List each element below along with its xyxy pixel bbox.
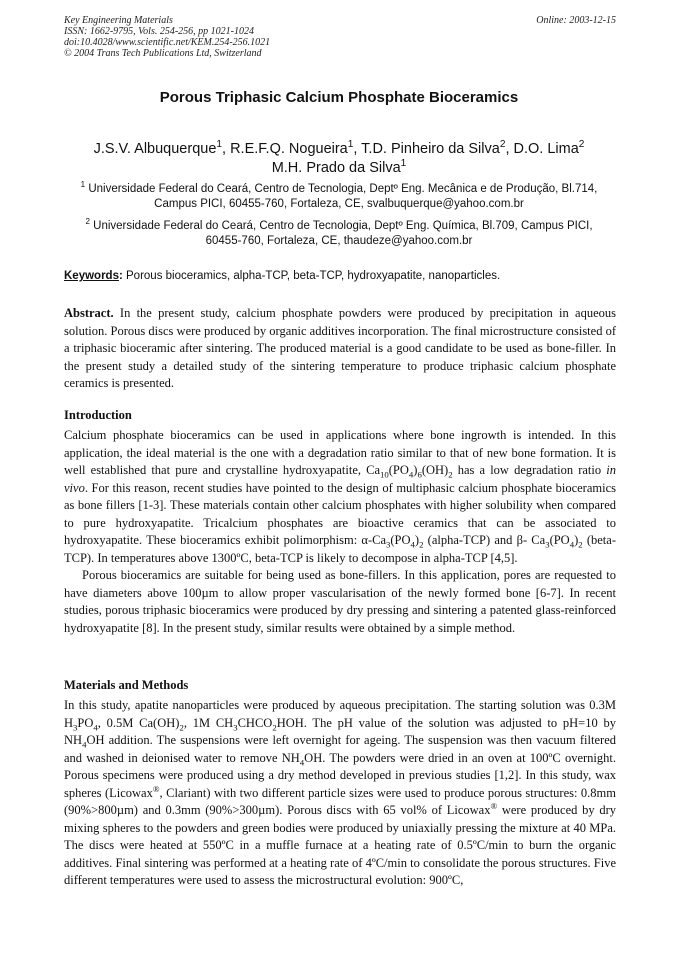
affiliation-text: Universidade Federal do Ceará, Centro de Tecnologia, Deptº Eng. Química, Bl.709, Campus PICI, 60455-760, Fortaleza, CE, thaudeze@yahoo.com.br [89, 220, 593, 247]
subscript: 10 [380, 469, 389, 480]
subscript: 3 [386, 539, 391, 550]
introduction-body [64, 427, 616, 637]
text-run: , Clariant) with two different particle sizes were used to produce porous structures: 0.8mm (90%>800µm) and 0.3mm (90%>300µm). Porous discs with 65 vol% of Licowax [64, 785, 617, 817]
text-run: PO [77, 715, 94, 730]
text-run: (PO [388, 463, 409, 477]
online-date: Online: 2003-12-15 [536, 15, 616, 26]
copyright-line: © 2004 Trans Tech Publications Ltd, Switzerland [64, 48, 262, 59]
journal-name: Key Engineering Materials [64, 15, 173, 26]
text-run: In this study, apatite nanoparticles were produced by aqueous precipitation. The starting solution was 0.3M H [64, 698, 616, 730]
subscript: 4 [569, 539, 575, 550]
text-run: Calcium phosphate bioceramics can be used in applications where bone ingrowth is intended. In this application, the ideal material is the one with a degradation ratio similar to that of new bone formation. It is well established that pure and crystalline hydroxyapatite, Ca [64, 428, 616, 477]
author-name: M.H. Prado da Silva [271, 160, 401, 176]
subscript: 3 [233, 722, 238, 732]
italic-text: in vivo [64, 463, 616, 495]
text-run: (OH) [421, 463, 449, 477]
subscript: 6 [417, 469, 422, 480]
issn-line: ISSN: 1662-9795, Vols. 254-256, pp 1021-1024 [64, 26, 254, 37]
introduction-paragraph-2: Porous bioceramics are suitable for being used as bone-fillers. In this application, pores are requested to have diameters above 100µm to allow proper vascularisation of the newly formed bone [6-7]. In recent studies, porous triphasic bioceramics were produced by dry pressing and sintering a patented glass-reinforced hydroxyapatite [8]. In the present study, similar results were obtained by a simple method. [64, 568, 616, 635]
author-affil-mark: 2 [578, 139, 585, 151]
doi-line: doi:10.4028/www.scientific.net/KEM.254-256.1021 [64, 37, 271, 48]
affiliation-number: 1 [80, 180, 86, 190]
text-run: ) [413, 463, 418, 477]
text-run: . For this reason, recent studies have pointed to the design of multiphasic calcium phosphate bioceramics as bone fillers [1-3]. These materials contain other calcium phosphates with higher solubility when compared to pure hydroxyapatite. Tricalcium phosphates are bioactive ceramics that can be associated to hydroxyapatite. These bioceramics exhibit polimorphism: α-Ca [64, 480, 616, 547]
registered-mark: ® [152, 783, 160, 794]
keywords [64, 270, 616, 282]
subscript: 2 [419, 539, 424, 550]
subscript: 4 [93, 722, 98, 732]
author-name: , T.D. Pinheiro da Silva [353, 141, 500, 157]
text-run: (PO [549, 533, 570, 547]
methods-heading: Materials and Methods [64, 678, 189, 692]
author-list [50, 140, 628, 178]
affiliation-number: 2 [85, 217, 90, 227]
affiliation-2 [70, 219, 608, 249]
subscript: 2 [272, 722, 277, 732]
subscript: 3 [545, 539, 550, 550]
author-affil-mark: 1 [347, 139, 354, 151]
keywords-label: Keywords [64, 270, 119, 282]
text-run: (beta-TCP). In temperatures above 1300ºC, beta-TCP is likely to decompose in alpha-TCP [4,5]. [64, 533, 616, 565]
registered-mark: ® [490, 800, 498, 811]
text-run: CHCO [237, 715, 273, 730]
text-run: has a low degradation ratio [452, 463, 607, 477]
page-header [64, 15, 616, 65]
author-name: , R.E.F.Q. Nogueira [222, 141, 348, 157]
keywords-text: Porous bioceramics, alpha-TCP, beta-TCP, hydroxyapatite, nanoparticles. [122, 270, 501, 282]
abstract-label: Abstract. [64, 306, 114, 320]
author-affil-mark: 2 [499, 139, 506, 151]
subscript: 4 [82, 739, 87, 750]
methods-body [64, 697, 616, 890]
text-run: (PO [390, 533, 411, 547]
abstract-text: In the present study, calcium phosphate powders were produced by precipitation in aqueous solution. Porous discs were produced by organic additives incorporation. The final microstructure consisted of a triphasic bioceramic after sintering. The produced material is a good candidate to be used as bone-filler. In the present study a detailed study of the sintering temperature to produce triphasic calcium phosphate ceramics is presented. [64, 306, 616, 390]
subscript: 2 [448, 469, 453, 480]
subscript: 3 [73, 722, 78, 732]
author-name: J.S.V. Albuquerque [93, 141, 217, 157]
header-overlap-fragment [64, 59, 616, 65]
text-run: ) [574, 533, 579, 547]
subscript: 4 [299, 757, 305, 767]
subscript: 4 [408, 469, 414, 480]
subscript: 4 [410, 539, 415, 550]
abstract [64, 305, 616, 393]
affiliation-text: Universidade Federal do Ceará, Centro de Tecnologia, Deptº Eng. Mecânica e de Produção, Bl.714, Campus PICI, 60455-760, Fortaleza, CE, svalbuquerque@yahoo.com.br [85, 183, 598, 210]
text-run: , 0.5M Ca(OH) [97, 715, 180, 730]
text-run: OH. The powders were dried in an oven at 100ºC overnight. Porous specimens were produced using a dry method developed in previous studies [1,2]. In this study, wax spheres (Licowax [64, 750, 617, 800]
subscript: 2 [179, 722, 184, 732]
introduction-paragraph-1 [64, 427, 616, 567]
keywords-colon: : [118, 270, 123, 282]
text-run: OH addition. The suspensions were left overnight for ageing. The suspension was then vacuum filtered and washed in deionised water to remove NH [64, 733, 616, 765]
author-affil-mark: 1 [216, 139, 223, 151]
text-run: , 1M CH [183, 715, 234, 730]
text-run: ) [414, 533, 420, 547]
text-run: were produced by dry mixing spheres to the powders and green bodies were produced by uniaxially pressing the mixture at 40 MPa. The discs were heated at 550ºC in a muffle furnace at a heating rate of 0.5ºC/min to burn the organic additives. Final sintering was performed at a heating rate of 4ºC/min to consolidate the porous structures. Five different temperatures were used to assess the microstructural evolution: 900ºC, [64, 803, 616, 887]
paper-title: Porous Triphasic Calcium Phosphate Bioceramics [159, 89, 519, 106]
text-run: (alpha-TCP) and β- Ca [423, 533, 546, 547]
text-run: HOH. The pH value of the solution was adjusted to pH=10 by NH [64, 715, 616, 747]
affiliation-1 [70, 182, 608, 212]
author-name: , D.O. Lima [505, 141, 579, 157]
introduction-heading: Introduction [64, 408, 132, 422]
subscript: 2 [578, 539, 583, 550]
author-affil-mark: 1 [400, 158, 407, 170]
